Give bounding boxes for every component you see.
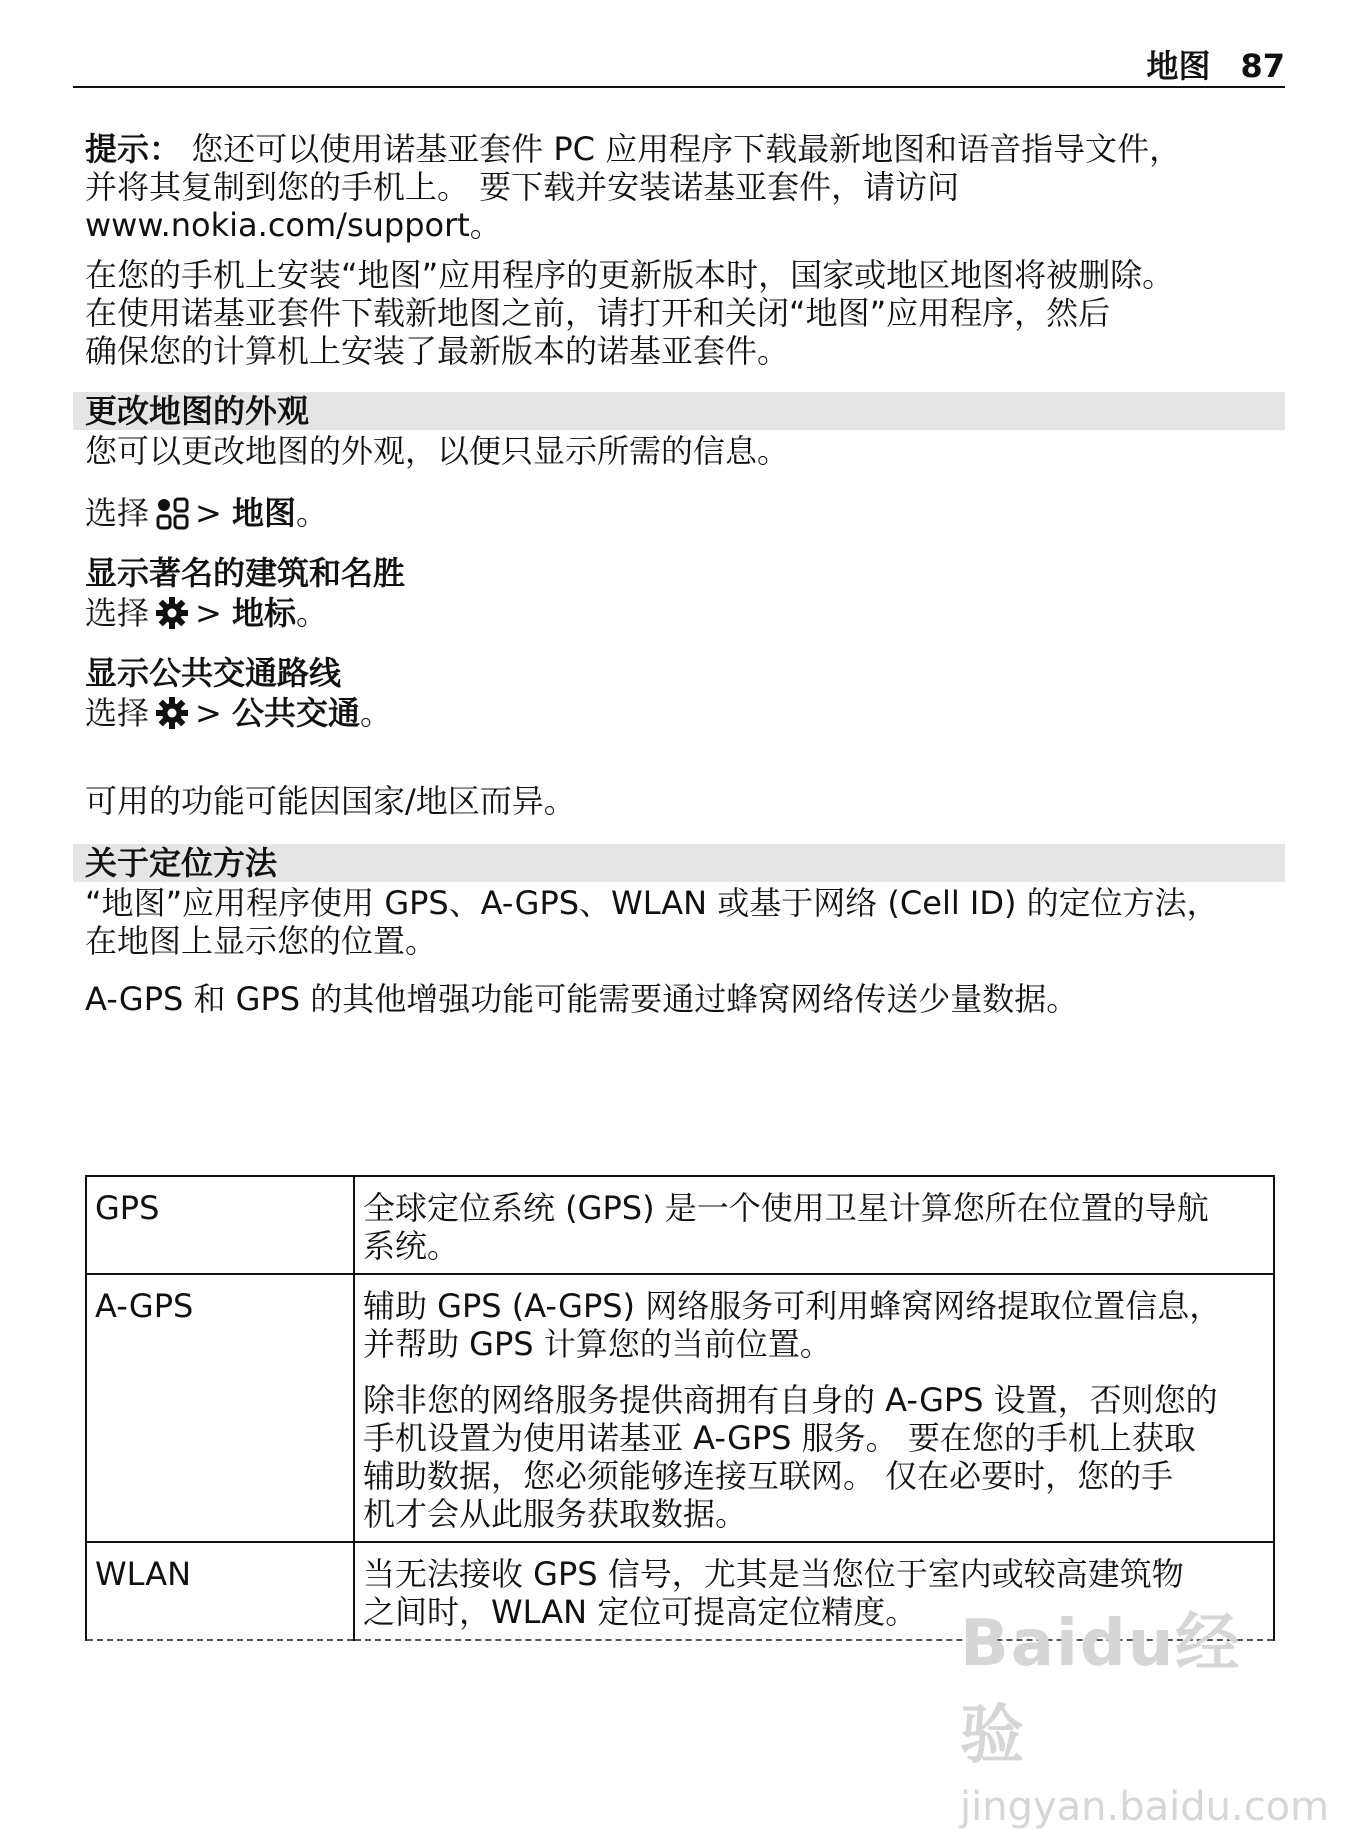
term-cell: WLAN bbox=[86, 1542, 354, 1640]
update-line2: 在使用诺基亚套件下载新地图之前，请打开和关闭“地图”应用程序，然后 bbox=[85, 294, 1111, 332]
update-line3: 确保您的计算机上安装了最新版本的诺基亚套件。 bbox=[85, 332, 790, 370]
tip-text-line1: 您还可以使用诺基亚套件 PC 应用程序下载最新地图和语音指导文件， bbox=[181, 130, 1182, 168]
chevron-right-text: > bbox=[195, 694, 222, 732]
definition-line: 全球定位系统 (GPS) 是一个使用卫星计算您所在位置的导航 bbox=[363, 1189, 1209, 1227]
definition-line: 除非您的网络服务提供商拥有自身的 A-GPS 设置，否则您的 bbox=[363, 1381, 1218, 1419]
table-row bbox=[86, 1176, 1274, 1274]
section2-note: A-GPS 和 GPS 的其他增强功能可能需要通过蜂窝网络传送少量数据。 bbox=[85, 980, 1079, 1018]
watermark-site: jingyan.baidu.com bbox=[960, 1784, 1330, 1830]
select-landmarks-instruction bbox=[85, 594, 1285, 632]
term-cell: GPS bbox=[86, 1176, 354, 1274]
apps-menu-icon[interactable] bbox=[155, 496, 189, 530]
term-cell: A-GPS bbox=[86, 1274, 354, 1542]
definition-line: 并帮助 GPS 计算您的当前位置。 bbox=[363, 1325, 832, 1363]
update-line1: 在您的手机上安装“地图”应用程序的更新版本时，国家或地区地图将被删除。 bbox=[85, 256, 1175, 294]
definition-paragraph bbox=[363, 1381, 1265, 1533]
availability-note: 可用的功能可能因国家/地区而异。 bbox=[85, 782, 576, 820]
period: 。 bbox=[296, 494, 329, 532]
section-heading-positioning: 关于定位方法 bbox=[73, 844, 1285, 882]
period: 。 bbox=[296, 594, 329, 632]
definition-line: 机才会从此服务获取数据。 bbox=[363, 1495, 748, 1533]
select-maps-instruction bbox=[85, 494, 1285, 532]
landmarks-target[interactable]: 地标 bbox=[232, 594, 297, 632]
definition-line: 之间时，WLAN 定位可提高定位精度。 bbox=[363, 1593, 918, 1631]
definition-line: 当无法接收 GPS 信号，尤其是当您位于室内或较高建筑物 bbox=[363, 1555, 1184, 1593]
definition-paragraph bbox=[363, 1287, 1265, 1363]
tip-text-line2: 并将其复制到您的手机上。 要下载并安装诺基亚套件，请访问 bbox=[85, 168, 960, 206]
watermark-brand: Baidu经验 bbox=[960, 1607, 1242, 1773]
maps-target[interactable]: 地图 bbox=[232, 494, 297, 532]
definition-line: 辅助 GPS (A-GPS) 网络服务可利用蜂窝网络提取位置信息， bbox=[363, 1287, 1222, 1325]
section2-intro bbox=[85, 884, 1285, 960]
table-row bbox=[86, 1274, 1274, 1542]
transit-heading: 显示公共交通路线 bbox=[85, 654, 342, 692]
tip-label: 提示： bbox=[85, 130, 182, 168]
update-paragraph bbox=[85, 256, 1285, 370]
definition-line: 手机设置为使用诺基亚 A-GPS 服务。 要在您的手机上获取 bbox=[363, 1419, 1196, 1457]
support-link[interactable]: www.nokia.com/support。 bbox=[85, 206, 502, 244]
definition-line: 系统。 bbox=[363, 1227, 460, 1265]
definition-paragraph bbox=[363, 1555, 1265, 1631]
section2-intro-line2: 在地图上显示您的位置。 bbox=[85, 922, 438, 960]
settings-gear-icon[interactable] bbox=[155, 696, 189, 730]
section2-intro-line1: “地图”应用程序使用 GPS、A-GPS、WLAN 或基于网络 (Cell ID) 的定位方法， bbox=[85, 884, 1219, 922]
chevron-right-text: > bbox=[195, 594, 222, 632]
tip-paragraph bbox=[85, 130, 1285, 244]
section1-intro: 您可以更改地图的外观，以便只显示所需的信息。 bbox=[85, 432, 790, 470]
page-number: 87 bbox=[1240, 47, 1285, 85]
section-heading-appearance: 更改地图的外观 bbox=[73, 392, 1285, 430]
transit-target[interactable]: 公共交通 bbox=[232, 694, 361, 732]
header-title: 地图 bbox=[1146, 47, 1211, 85]
select-prefix: 选择 bbox=[85, 694, 150, 732]
select-transit-instruction bbox=[85, 694, 1285, 732]
table-row bbox=[86, 1542, 1274, 1640]
definition-cell bbox=[354, 1542, 1274, 1640]
definition-cell bbox=[354, 1274, 1274, 1542]
definition-paragraph bbox=[363, 1189, 1265, 1265]
landmarks-heading: 显示著名的建筑和名胜 bbox=[85, 554, 406, 592]
page-header bbox=[73, 46, 1285, 88]
settings-gear-icon[interactable] bbox=[155, 596, 189, 630]
chevron-right-text: > bbox=[195, 494, 222, 532]
period: 。 bbox=[360, 694, 393, 732]
definition-line: 辅助数据，您必须能够连接互联网。 仅在必要时，您的手 bbox=[363, 1457, 1174, 1495]
definition-cell bbox=[354, 1176, 1274, 1274]
select-prefix: 选择 bbox=[85, 594, 150, 632]
select-prefix: 选择 bbox=[85, 494, 150, 532]
positioning-methods-table bbox=[85, 1175, 1275, 1641]
